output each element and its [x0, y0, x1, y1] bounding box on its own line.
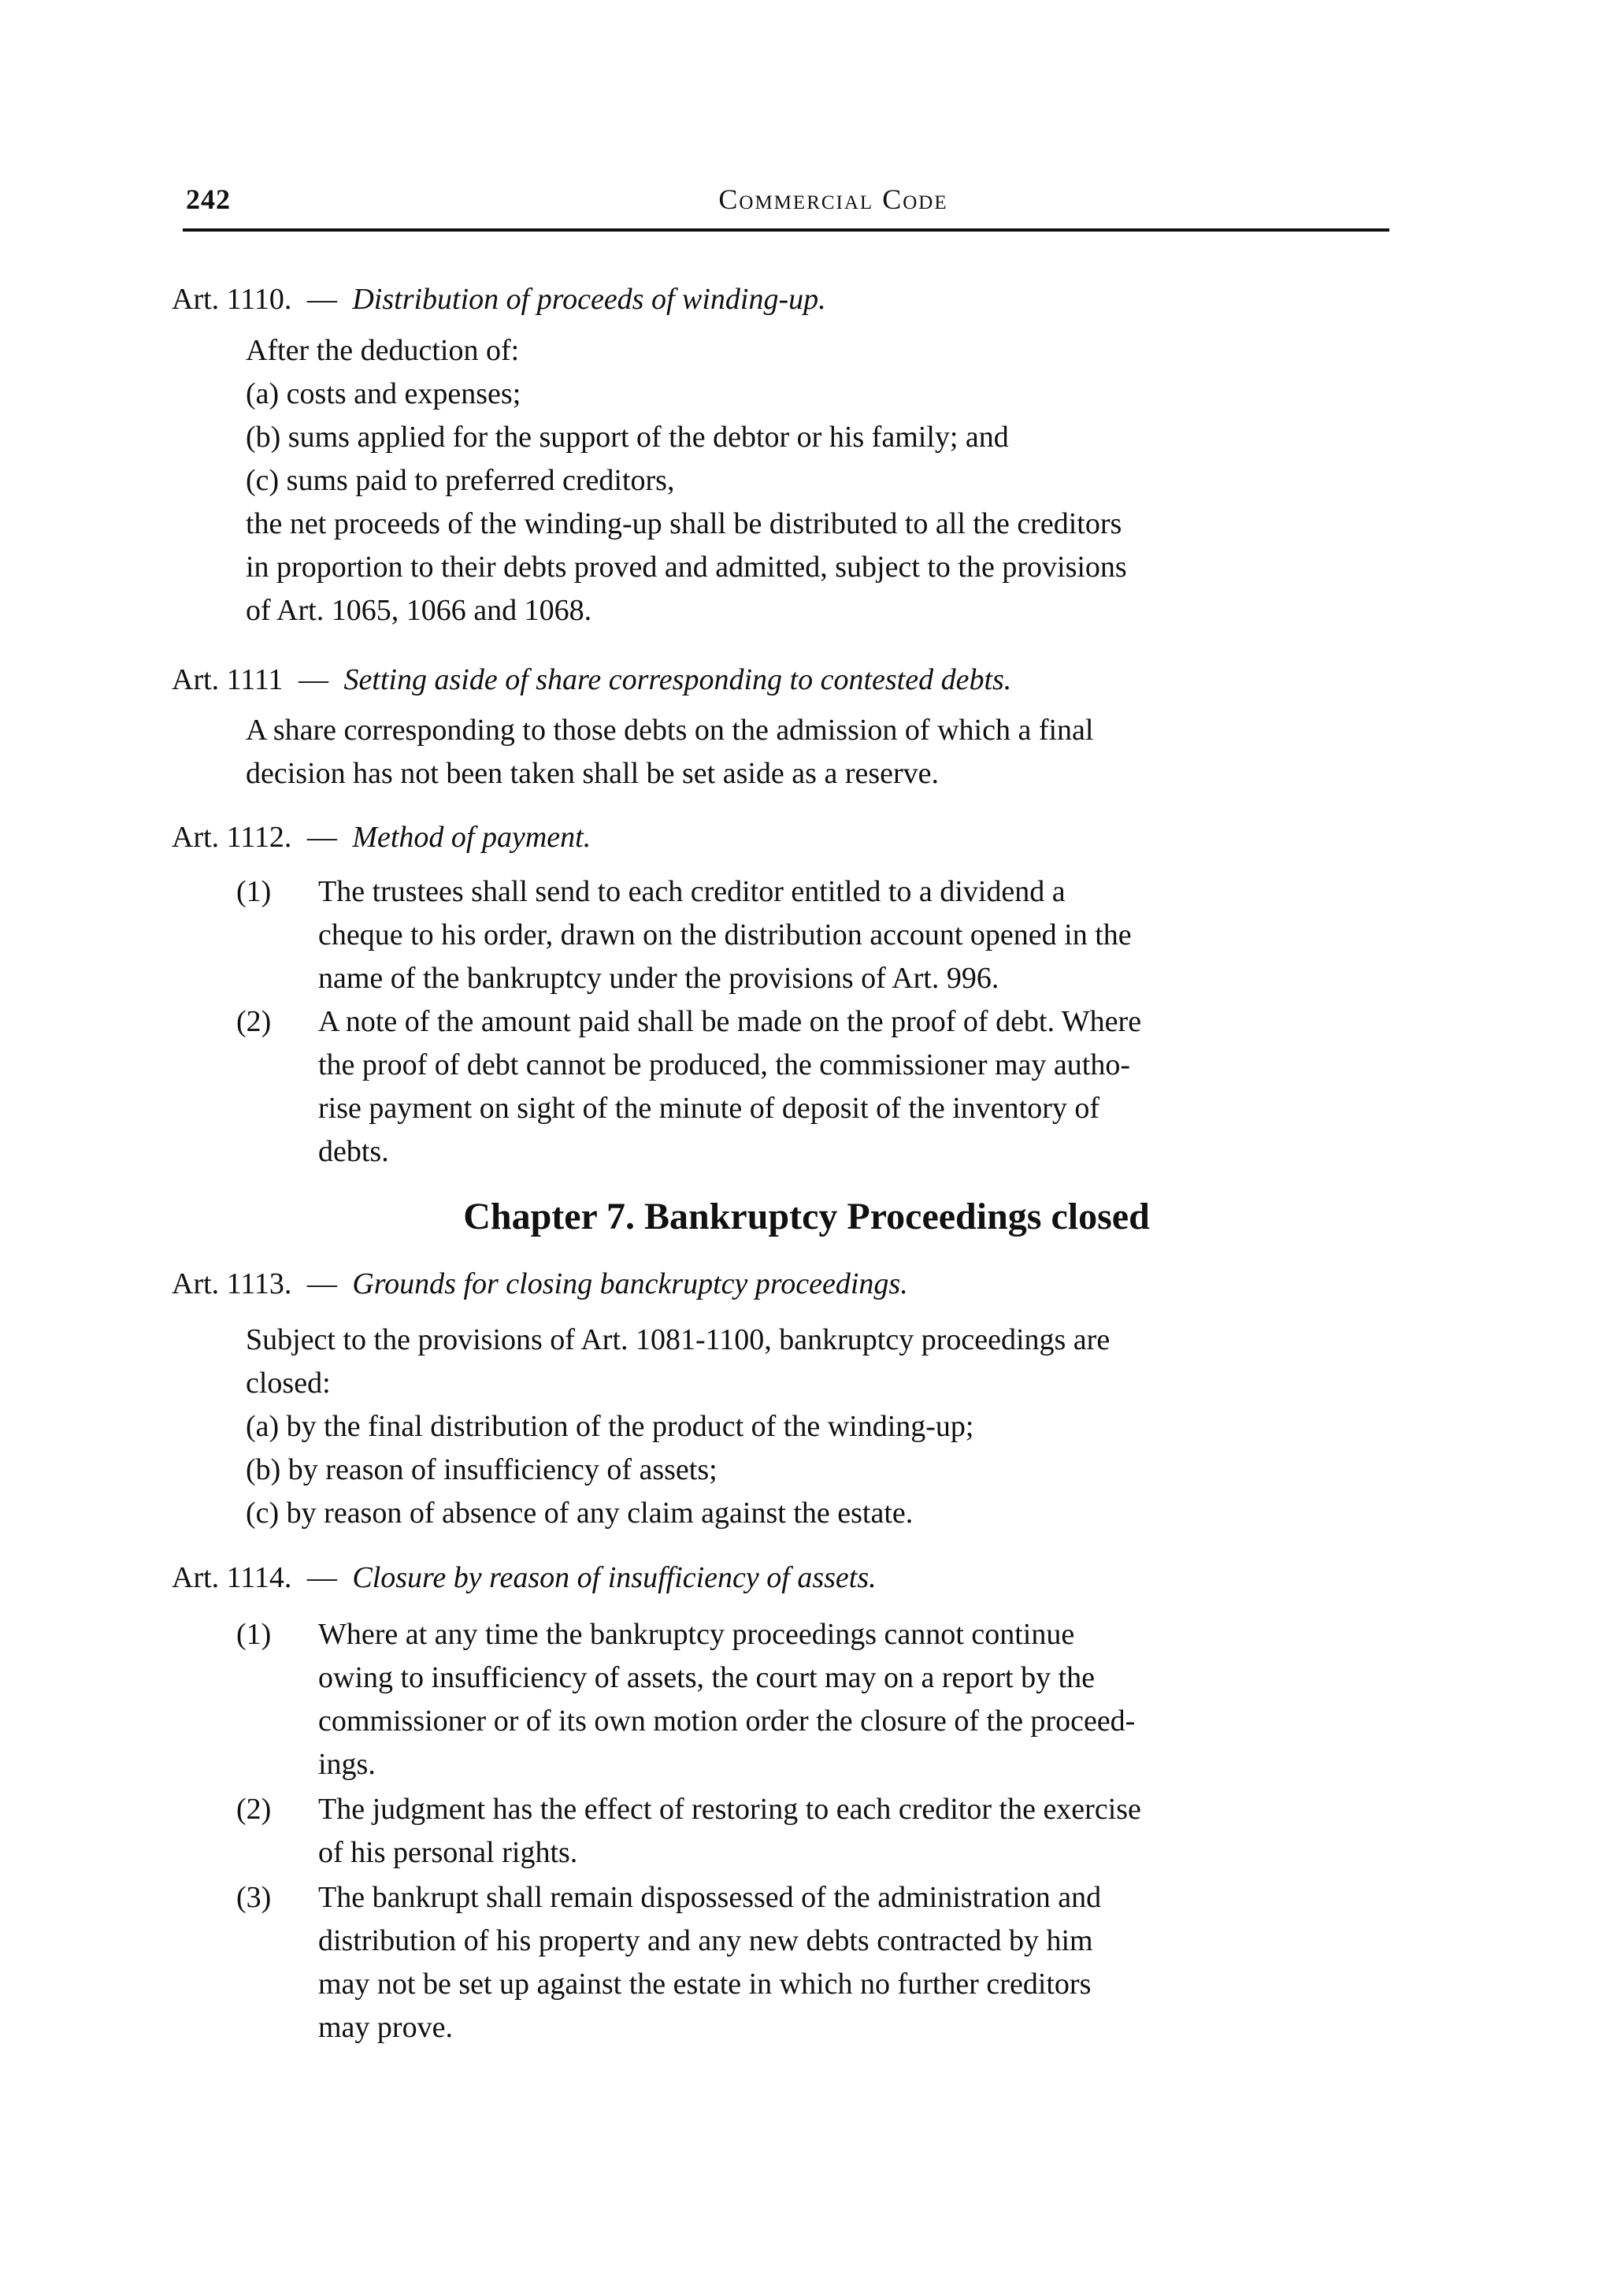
item-number: (2) [236, 1793, 272, 1826]
article-number: Art. 1113. [172, 1267, 292, 1300]
item-line: commissioner or of its own motion order the closure of the proceed- [318, 1704, 1136, 1738]
intro-line: After the deduction of: [246, 334, 520, 367]
list-item: (c) sums paid to preferred creditors, [246, 464, 675, 497]
list-item: (a) costs and expenses; [246, 377, 521, 410]
list-item: (b) by reason of insufficiency of assets; [246, 1453, 718, 1486]
item-line: debts. [318, 1135, 389, 1168]
page-number: 242 [186, 184, 231, 215]
dash: — [306, 821, 337, 854]
article-heading-1113 [172, 1264, 1400, 1304]
body-line: closed: [246, 1367, 331, 1400]
dash: — [306, 283, 337, 316]
article-title: Closure by reason of insufficiency of assets. [352, 1561, 877, 1594]
item-line: The judgment has the effect of restoring to each creditor the exercise [318, 1793, 1141, 1826]
body-line: A share corresponding to those debts on the admission of which a final [246, 714, 1094, 747]
body-line: the net proceeds of the winding-up shall be distributed to all the creditors [246, 507, 1122, 540]
article-title: Setting aside of share corresponding to contested debts. [343, 663, 1012, 696]
chapter-heading: Chapter 7. Bankruptcy Proceedings closed [463, 1196, 1150, 1237]
header-title: Commercial Code [718, 184, 948, 215]
item-line: A note of the amount paid shall be made on the proof of debt. Where [318, 1005, 1142, 1038]
article-number: Art. 1114. [172, 1561, 292, 1594]
item-line: the proof of debt cannot be produced, the commissioner may autho- [318, 1048, 1130, 1081]
article-number: Art. 1110. [172, 283, 292, 316]
article-number: Art. 1112. [172, 821, 292, 854]
item-line: name of the bankruptcy under the provisions of Art. 996. [318, 962, 999, 995]
item-number: (1) [236, 1618, 272, 1651]
article-body-1110-continued [246, 503, 1388, 632]
item-number: (3) [236, 1881, 272, 1914]
item-line: The trustees shall send to each creditor entitled to a dividend a [318, 875, 1066, 908]
article-heading-1111 [172, 660, 1400, 699]
item-line: distribution of his property and any new debts contracted by him [318, 1924, 1093, 1957]
list-item: (b) sums applied for the support of the debtor or his family; and [246, 421, 1009, 454]
item-line: ings. [318, 1748, 376, 1781]
article-heading-1112 [172, 818, 1400, 857]
article-body-1110 [246, 329, 1388, 503]
dash: — [306, 1267, 337, 1300]
body-line: decision has not been taken shall be set aside as a reserve. [246, 757, 940, 790]
dash: — [298, 663, 328, 696]
article-title: Grounds for closing banckruptcy proceedings. [352, 1267, 908, 1300]
list-item: (c) by reason of absence of any claim against the estate. [246, 1497, 914, 1530]
article-body-1111 [246, 709, 1388, 796]
body-line: Subject to the provisions of Art. 1081-1100, bankruptcy proceedings are [246, 1323, 1111, 1356]
item-line: of his personal rights. [318, 1836, 578, 1869]
item-line: owing to insufficiency of assets, the court may on a report by the [318, 1661, 1095, 1694]
body-line: in proportion to their debts proved and admitted, subject to the provisions [246, 551, 1127, 584]
item-line: may not be set up against the estate in which no further creditors [318, 1968, 1092, 2001]
item-line: cheque to his order, drawn on the distribution account opened in the [318, 918, 1132, 951]
article-heading-1110 [172, 280, 1400, 319]
item-line: may prove. [318, 2011, 453, 2044]
item-line: rise payment on sight of the minute of deposit of the inventory of [318, 1092, 1100, 1125]
running-head [183, 183, 1389, 232]
article-number: Art. 1111 [172, 663, 284, 696]
article-title: Distribution of proceeds of winding-up. [352, 283, 826, 316]
body-line: of Art. 1065, 1066 and 1068. [246, 594, 592, 627]
item-line: Where at any time the bankruptcy proceedings cannot continue [318, 1618, 1075, 1651]
item-number: (1) [236, 875, 272, 908]
article-body-1113 [246, 1319, 1388, 1535]
article-heading-1114 [172, 1558, 1400, 1597]
item-line: The bankrupt shall remain dispossessed of the administration and [318, 1881, 1102, 1914]
item-number: (2) [236, 1005, 272, 1038]
list-item: (a) by the final distribution of the product of the winding-up; [246, 1410, 974, 1443]
article-title: Method of payment. [352, 821, 591, 854]
dash: — [306, 1561, 337, 1594]
